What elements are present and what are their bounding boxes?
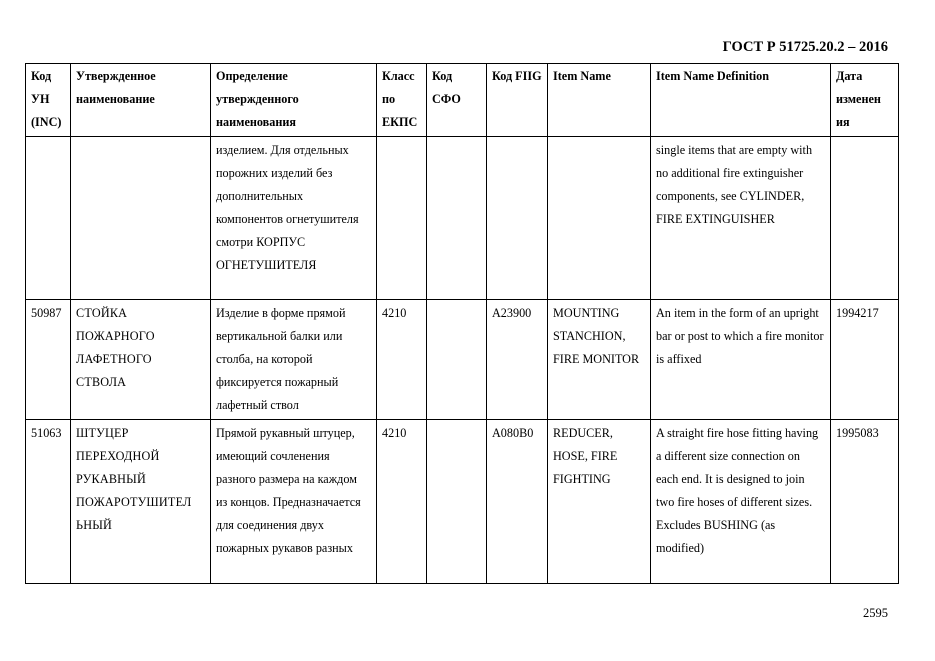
column-header-code-fiig: Код FIIG	[487, 64, 548, 137]
cell-date	[831, 137, 899, 300]
cell-definition-ru: Изделие в форме прямой вертикальной балки или столба, на которой фиксируется пожарный лафетный ствол	[211, 300, 377, 420]
column-header-item-definition: Item Name Definition	[651, 64, 831, 137]
column-header-item-name: Item Name	[548, 64, 651, 137]
column-header-code-sfo: Код СФО	[427, 64, 487, 137]
cell-date: 1995083	[831, 420, 899, 584]
column-header-approved-name: Утвержденное наименование	[71, 64, 211, 137]
cell-inc: 50987	[26, 300, 71, 420]
document-standard-header: ГОСТ Р 51725.20.2 – 2016	[722, 39, 888, 55]
cell-item-name: MOUNTING STANCHION, FIRE MONITOR	[548, 300, 651, 420]
item-names-table	[25, 63, 899, 584]
cell-item-definition: single items that are empty with no additional fire extinguisher components, see CYLINDER, FIRE EXTINGUISHER	[651, 137, 831, 300]
table-row	[26, 420, 899, 584]
cell-item-definition: A straight fire hose fitting having a different size connection on each end. It is designed to join two fire hoses of different sizes. Excludes BUSHING (as modified)	[651, 420, 831, 584]
cell-code-sfo	[427, 300, 487, 420]
table-row	[26, 137, 899, 300]
cell-name-ru: СТОЙКА ПОЖАРНОГО ЛАФЕТНОГО СТВОЛА	[71, 300, 211, 420]
cell-definition-ru: изделием. Для отдельных порожних изделий без дополнительных компонентов огнетушителя смотри КОРПУС ОГНЕТУШИТЕЛЯ	[211, 137, 377, 300]
column-header-inc: Код УН (INC)	[26, 64, 71, 137]
column-header-definition-ru: Определение утвержденного наименования	[211, 64, 377, 137]
cell-code-sfo	[427, 137, 487, 300]
cell-code-fiig: A23900	[487, 300, 548, 420]
cell-name-ru: ШТУЦЕР ПЕРЕХОДНОЙ РУКАВНЫЙ ПОЖАРОТУШИТЕЛ ЬНЫЙ	[71, 420, 211, 584]
cell-inc: 51063	[26, 420, 71, 584]
cell-code-fiig	[487, 137, 548, 300]
cell-date: 1994217	[831, 300, 899, 420]
cell-item-definition: An item in the form of an upright bar or post to which a fire monitor is affixed	[651, 300, 831, 420]
page-number: 2595	[863, 606, 888, 620]
column-header-class-ekps: Класс по ЕКПС	[377, 64, 427, 137]
cell-item-name	[548, 137, 651, 300]
cell-code-sfo	[427, 420, 487, 584]
cell-code-fiig: A080B0	[487, 420, 548, 584]
cell-class-ekps: 4210	[377, 300, 427, 420]
cell-class-ekps	[377, 137, 427, 300]
table-row	[26, 300, 899, 420]
cell-inc	[26, 137, 71, 300]
cell-definition-ru: Прямой рукавный штуцер, имеющий сочленения разного размера на каждом из концов. Предназначается для соединения двух пожарных рукавов разных	[211, 420, 377, 584]
cell-class-ekps: 4210	[377, 420, 427, 584]
cell-name-ru	[71, 137, 211, 300]
table-header-row	[26, 64, 899, 137]
cell-item-name: REDUCER, HOSE, FIRE FIGHTING	[548, 420, 651, 584]
column-header-change-date: Дата изменен ия	[831, 64, 899, 137]
